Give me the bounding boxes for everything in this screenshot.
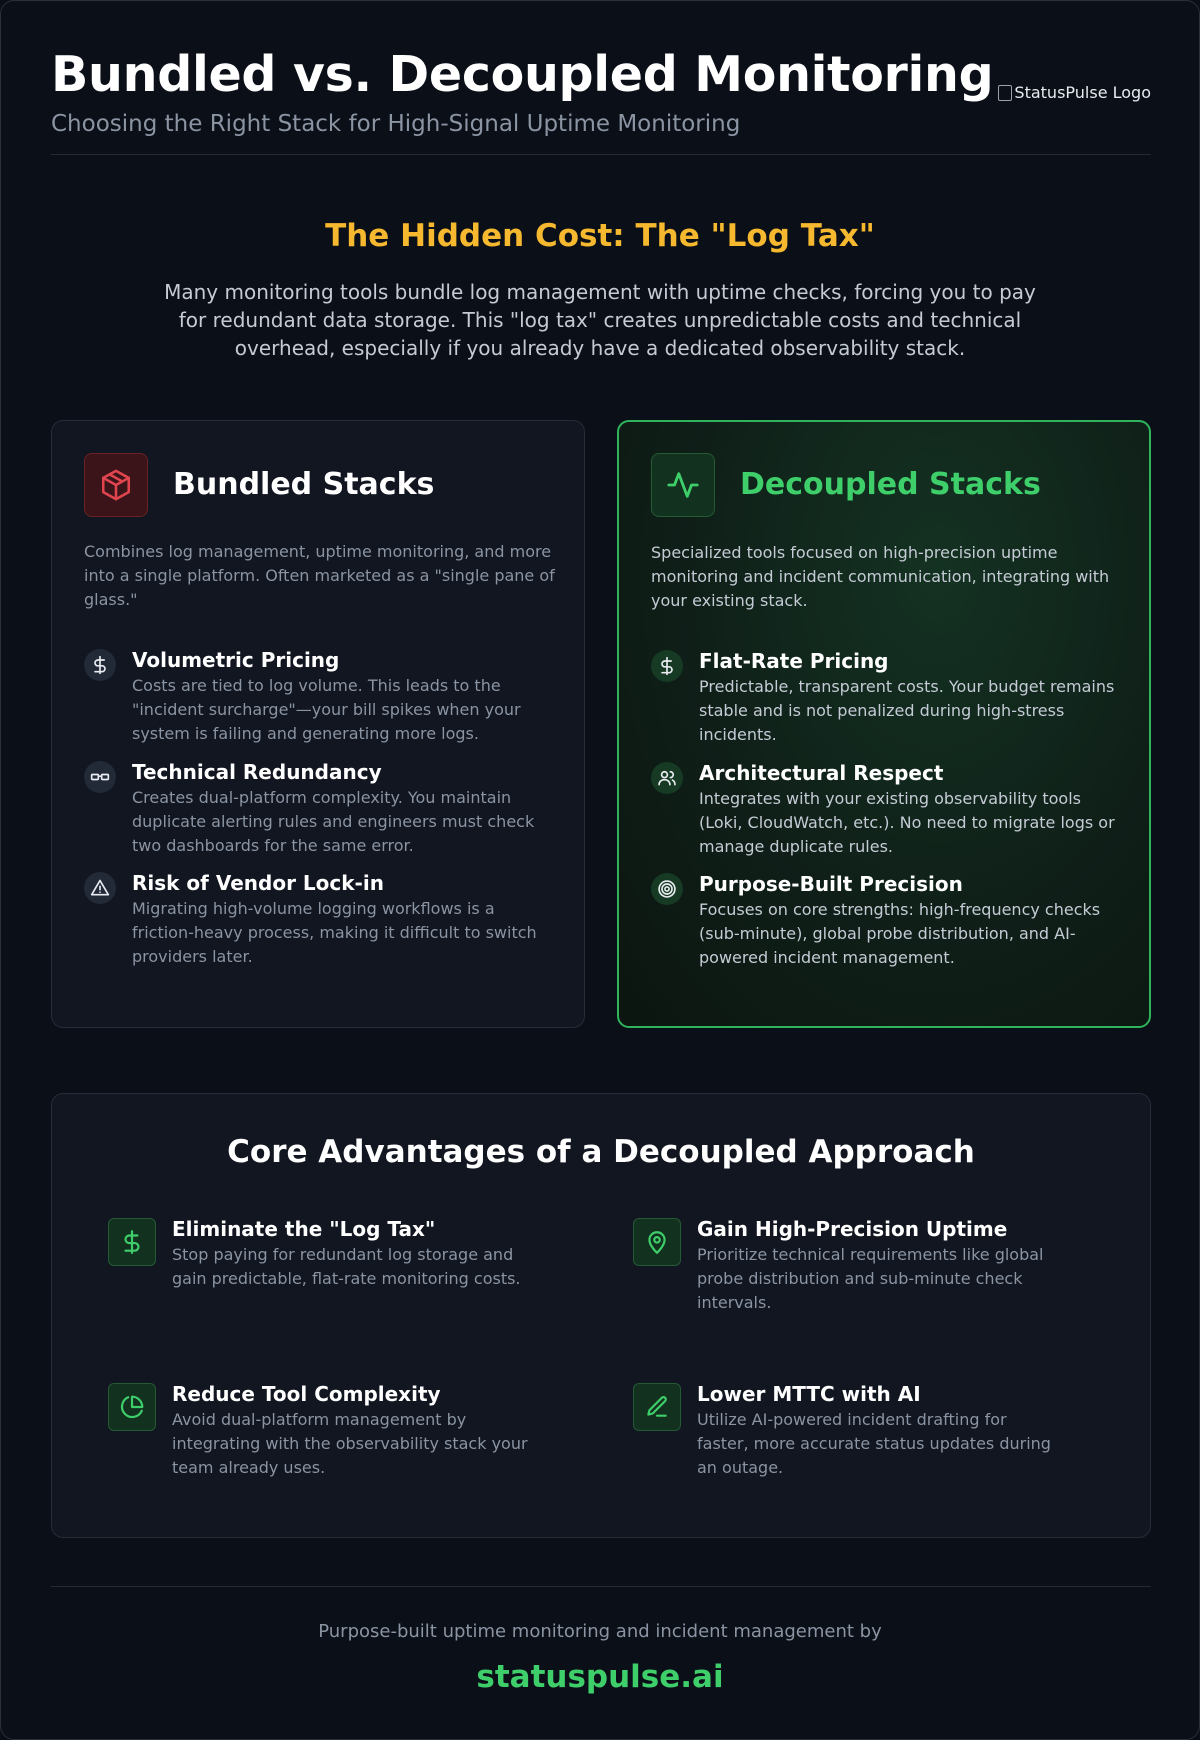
dollar-icon <box>108 1218 156 1266</box>
activity-icon <box>651 453 715 517</box>
feature-description: Predictable, transparent costs. Your budget remains stable and is not penalized during high-stress incidents. <box>699 677 1115 744</box>
logo <box>998 83 1151 102</box>
footer-brand-link[interactable]: statuspulse.ai <box>476 1659 724 1695</box>
bundled-card-description: Combines log management, uptime monitoring, and more into a single platform. Often marketed as a "single pane of glass." <box>84 542 555 609</box>
feature-item <box>651 760 1121 859</box>
pen-icon <box>633 1383 681 1431</box>
advantage-title: Reduce Tool Complexity <box>172 1382 441 1406</box>
decoupled-card-description: Specialized tools focused on high-precision uptime monitoring and incident communication, integrating with your existing stack. <box>651 543 1110 610</box>
feature-item <box>84 759 554 858</box>
feature-item <box>84 647 554 746</box>
dollar-icon <box>651 650 683 682</box>
feature-description: Integrates with your existing observability tools (Loki, CloudWatch, etc.). No need to migrate logs or manage duplicate rules. <box>699 789 1115 856</box>
feature-item <box>651 648 1121 747</box>
page-subtitle: Choosing the Right Stack for High-Signal Uptime Monitoring <box>51 111 741 137</box>
advantage-item <box>108 1216 528 1291</box>
feature-title: Volumetric Pricing <box>132 648 340 672</box>
pie-chart-icon <box>108 1383 156 1431</box>
advantage-title: Lower MTTC with AI <box>697 1382 921 1406</box>
feature-description: Creates dual-platform complexity. You maintain duplicate alerting rules and engineers must check two dashboards for the same error. <box>132 788 535 855</box>
log-tax-body: Many monitoring tools bundle log management with uptime checks, forcing you to pay for redundant data storage. This "log tax" creates unpredictable costs and technical overhead, especially if you already have a dedicated observability stack. <box>164 280 1036 360</box>
advantage-description: Utilize AI-powered incident drafting for faster, more accurate status updates during an outage. <box>697 1410 1051 1477</box>
bundled-card-title: Bundled Stacks <box>173 467 435 502</box>
divider <box>51 1586 1151 1587</box>
feature-title: Architectural Respect <box>699 761 944 785</box>
decoupled-card-title: Decoupled Stacks <box>740 467 1041 502</box>
footer-tagline: Purpose-built uptime monitoring and incident management by <box>318 1621 882 1642</box>
feature-item <box>651 871 1121 970</box>
header <box>51 43 1151 141</box>
users-icon <box>651 762 683 794</box>
advantage-description: Stop paying for redundant log storage and gain predictable, flat-rate monitoring costs. <box>172 1245 521 1288</box>
advantage-title: Gain High-Precision Uptime <box>697 1217 1008 1241</box>
advantage-title: Eliminate the "Log Tax" <box>172 1217 436 1241</box>
advantage-item <box>633 1216 1053 1315</box>
decoupled-card-header <box>651 453 1041 517</box>
feature-title: Flat-Rate Pricing <box>699 649 889 673</box>
feature-description: Migrating high-volume logging workflows is a friction-heavy process, making it difficult to switch providers later. <box>132 899 537 966</box>
feature-title: Technical Redundancy <box>132 760 382 784</box>
feature-title: Purpose-Built Precision <box>699 872 963 896</box>
bundled-stacks-card <box>51 420 585 1028</box>
advantages-section <box>51 1093 1151 1538</box>
log-tax-section <box>1 214 1199 362</box>
glasses-icon <box>84 761 116 793</box>
dollar-icon <box>84 649 116 681</box>
target-icon <box>651 873 683 905</box>
decoupled-stacks-card <box>617 420 1151 1028</box>
advantage-item <box>108 1381 528 1480</box>
cube-icon <box>84 453 148 517</box>
logo-alt-text: StatusPulse Logo <box>1014 83 1151 102</box>
bundled-card-header <box>84 453 434 517</box>
page-title: Bundled vs. Decoupled Monitoring <box>51 46 994 103</box>
divider <box>51 154 1151 155</box>
feature-description: Costs are tied to log volume. This leads to the "incident surcharge"—your bill spikes when your system is failing and generating more logs. <box>132 676 521 743</box>
broken-image-icon <box>998 85 1012 101</box>
advantage-item <box>633 1381 1053 1480</box>
footer <box>1 1619 1199 1697</box>
warning-icon <box>84 872 116 904</box>
log-tax-heading: The Hidden Cost: The "Log Tax" <box>325 218 875 254</box>
advantages-heading: Core Advantages of a Decoupled Approach <box>227 1134 975 1170</box>
feature-description: Focuses on core strengths: high-frequency checks (sub-minute), global probe distribution, and AI-powered incident management. <box>699 900 1101 967</box>
map-pin-icon <box>633 1218 681 1266</box>
advantage-description: Avoid dual-platform management by integrating with the observability stack your team already uses. <box>172 1410 528 1477</box>
advantage-description: Prioritize technical requirements like global probe distribution and sub-minute check intervals. <box>697 1245 1044 1312</box>
feature-item <box>84 870 554 969</box>
feature-title: Risk of Vendor Lock-in <box>132 871 384 895</box>
